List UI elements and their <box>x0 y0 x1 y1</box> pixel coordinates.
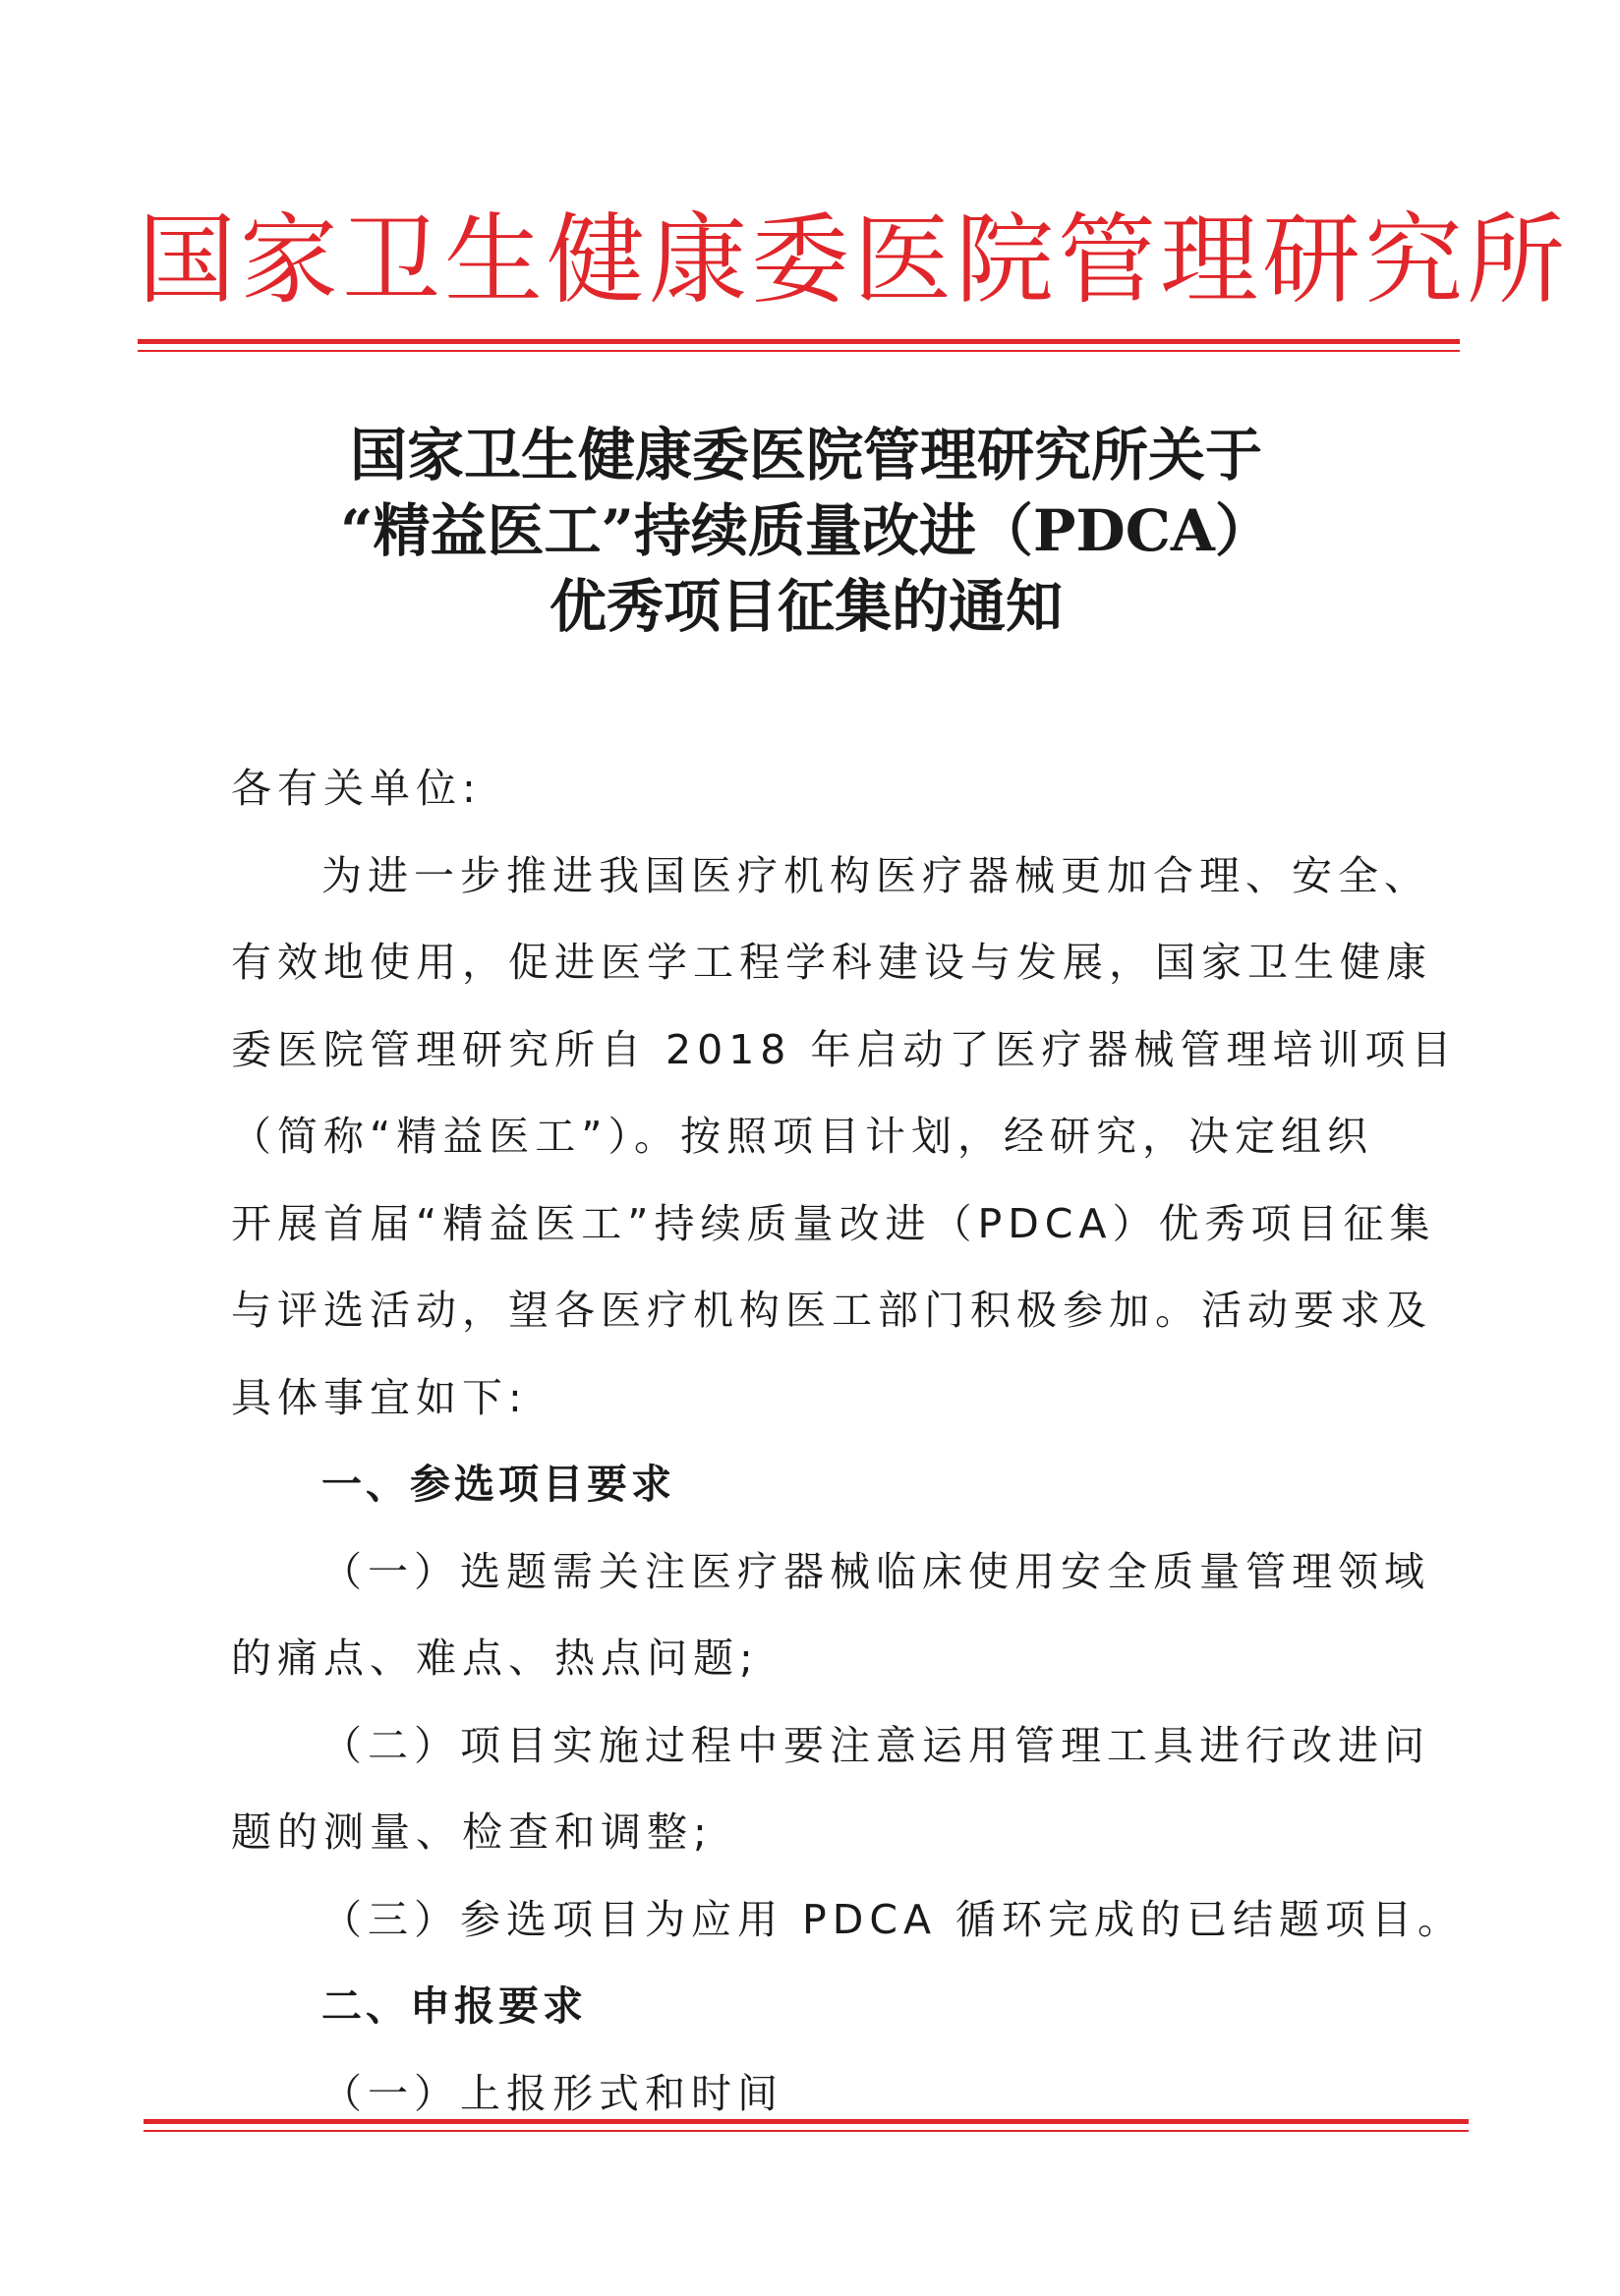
notice-title <box>197 418 1416 645</box>
title-line: 国家卫生健康委医院管理研究所关于 <box>349 422 1262 488</box>
title-line: “精益医工”持续质量改进（PDCA） <box>340 497 1272 564</box>
section-item-line: 的痛点、难点、热点问题; <box>231 1635 759 1682</box>
section-heading-2: 二、申报要求 <box>321 1982 587 2030</box>
letterhead-title: 国家卫生健康委医院管理研究所 <box>138 202 1569 317</box>
section-heading-1: 一、参选项目要求 <box>321 1461 675 1508</box>
paragraph-line: 与评选活动，望各医疗机构医工部门积极参加。活动要求及 <box>231 1287 1432 1334</box>
footer-rule-thin <box>144 2130 1469 2132</box>
section-item-line: （三）参选项目为应用 PDCA 循环完成的已结题项目。 <box>321 1895 1465 1943</box>
notice-body <box>231 745 1465 2137</box>
section-item-line: 题的测量、检查和调整; <box>231 1808 713 1856</box>
section-item-line: （一）上报形式和时间 <box>321 2069 783 2117</box>
paragraph-line: 具体事宜如下: <box>231 1373 528 1421</box>
paragraph-line: 有效地使用，促进医学工程学科建设与发展，国家卫生健康 <box>231 939 1432 986</box>
paragraph-line: 委医院管理研究所自 2018 年启动了医疗器械管理培训项目 <box>231 1025 1458 1073</box>
paragraph-line: 为进一步推进我国医疗机构医疗器械更加合理、安全、 <box>321 851 1430 899</box>
letterhead-rule-thick <box>138 339 1460 344</box>
title-line: 优秀项目征集的通知 <box>549 573 1063 640</box>
paragraph-line: （简称“精益医工”）。按照项目计划，经研究，决定组织 <box>231 1113 1373 1160</box>
letterhead-rule-thin <box>138 350 1460 352</box>
footer-rule-thick <box>144 2119 1469 2124</box>
section-item-line: （二）项目实施过程中要注意运用管理工具进行改进问 <box>321 1721 1430 1769</box>
paragraph-line: 开展首届“精益医工”持续质量改进（PDCA）优秀项目征集 <box>231 1199 1436 1247</box>
section-item-line: （一）选题需关注医疗器械临床使用安全质量管理领域 <box>321 1547 1430 1595</box>
salutation: 各有关单位: <box>231 765 482 812</box>
